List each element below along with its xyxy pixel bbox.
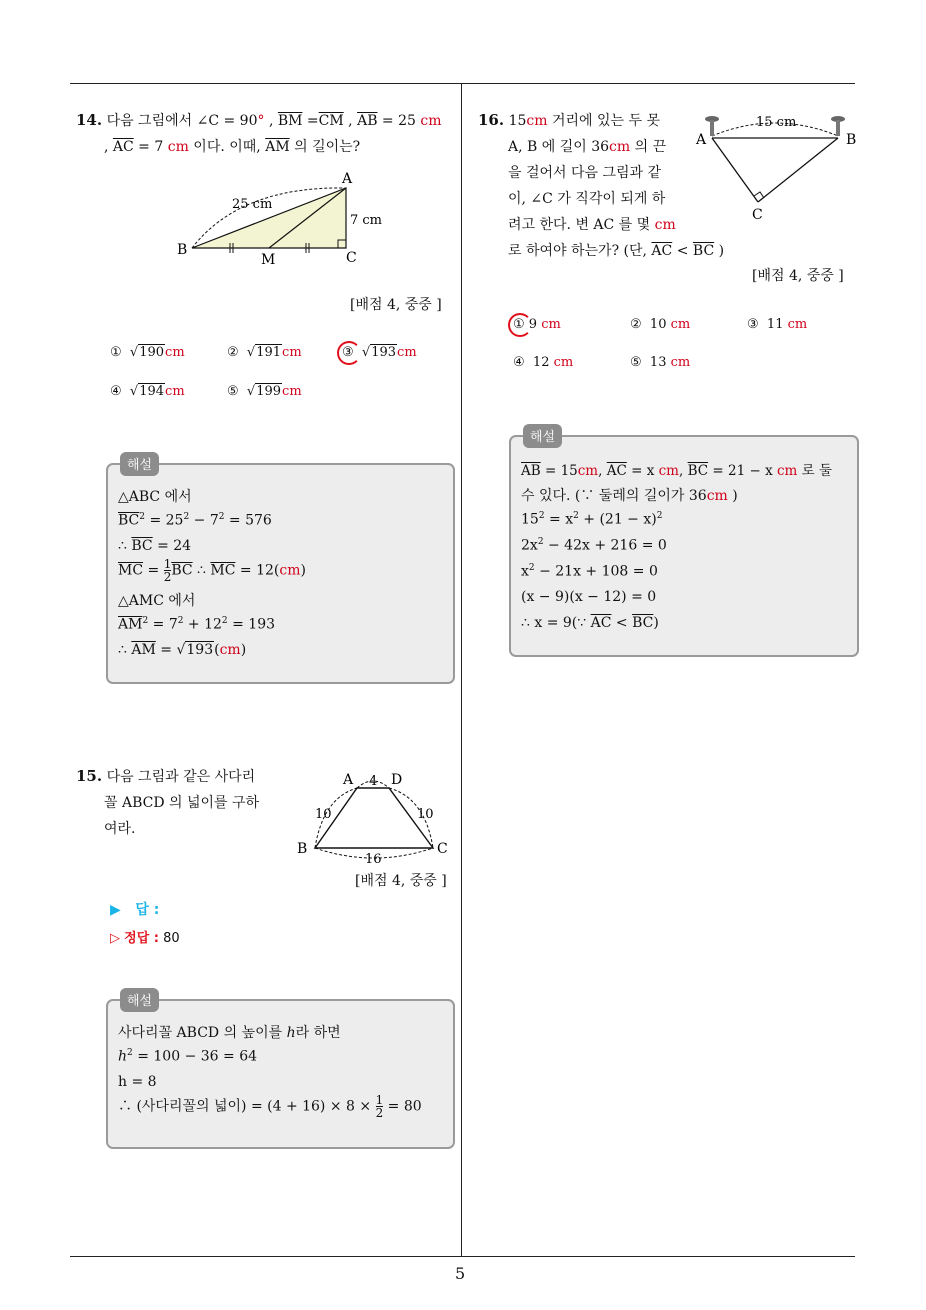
q15-sol-4: ∴ (사다리꼴의 넓이) = (4 + 16) × 8 × $\frac{1}{2}$ = 80 bbox=[118, 1093, 422, 1120]
q14-sol-5: △AMC 에서 bbox=[118, 593, 196, 609]
q14-sol-3: ∴ $\overline{BC} = 24$ bbox=[118, 538, 192, 554]
q14-choice-3[interactable]: ③ √193cm bbox=[342, 345, 417, 360]
q15-score: [배점 4, 중중 ] bbox=[355, 873, 447, 889]
q15-label-d: D bbox=[391, 772, 403, 788]
q16-label-a: A bbox=[696, 132, 707, 148]
q14-score: [배점 4, 중중 ] bbox=[350, 297, 442, 313]
q15-correct-row: ▷ 정답 : 80 bbox=[110, 931, 180, 946]
q14-correct-circle: ③ bbox=[342, 345, 354, 360]
q15-sol-1: 사다리꼴 ABCD 의 높이를 h라 하면 bbox=[118, 1025, 341, 1041]
nail-icon-a bbox=[705, 116, 719, 136]
q16-line5: 려고 한다. 변 AC 를 몇 cm bbox=[508, 217, 676, 233]
q14-triangle-figure bbox=[170, 168, 390, 268]
q15-answer-row[interactable]: ▶ 답 : bbox=[110, 902, 160, 918]
q16-sol-5: $x^2 - 21x + 108 = 0$ bbox=[521, 563, 658, 580]
q16-choice-1[interactable]: ① 9 cm bbox=[513, 317, 561, 332]
q16-line6: 로 하여야 하는가? (단, $\overline{AC} < \overline{BC}$ ) bbox=[508, 243, 725, 259]
q14-sol-4: $\overline{MC}$ = $\frac{1}{2}$ $\overline{BC}$ ∴ $\overline{MC} = 12(cm)$ bbox=[118, 557, 306, 584]
q16-line3: 을 걸어서 다음 그림과 같 bbox=[508, 165, 662, 181]
q15-label-a: A bbox=[343, 772, 354, 788]
q14-choice-4[interactable]: ④ √194cm bbox=[110, 384, 185, 399]
q16-choice-2[interactable]: ② 10 cm bbox=[630, 317, 691, 332]
q16-score: [배점 4, 중중 ] bbox=[752, 268, 844, 284]
q15-label-c: C bbox=[437, 841, 448, 857]
q16-choice-4[interactable]: ④ 12 cm bbox=[513, 355, 574, 370]
q16-label-b: B bbox=[846, 132, 857, 148]
q16-sol-7: ∴ x = 9(∵ $\overline{AC} < \overline{BC}$) bbox=[521, 615, 659, 631]
q14-sol-7: ∴ $\overline{AM} = √193(cm)$ bbox=[118, 642, 247, 658]
q15-line1: 15. 다음 그림과 같은 사다리 bbox=[76, 767, 256, 785]
q14-line2: , $\overline{AC} = 7$ cm 이다. 이때, $\overline{AM}$ 의 길이는? bbox=[104, 139, 361, 155]
q16-len-ab: 15 cm bbox=[756, 115, 797, 130]
q15-line2: 꼴 ABCD 의 넓이를 구하 bbox=[104, 795, 260, 811]
q16-sol-3: $15^2 = x^2 + (21 - x)^2$ bbox=[521, 511, 663, 528]
q16-correct-circle: ① bbox=[513, 317, 525, 332]
q16-line1: 16. 15cm 거리에 있는 두 못 bbox=[478, 111, 660, 129]
nail-icon-b bbox=[831, 116, 845, 136]
q15-sol-2: $h^2 = 100 - 36 = 64$ bbox=[118, 1048, 258, 1065]
q16-sol-4: $2x^2 - 42x + 216 = 0$ bbox=[521, 537, 667, 554]
bottom-rule bbox=[70, 1256, 855, 1257]
q16-nail-figure bbox=[690, 108, 865, 228]
q16-label-c: C bbox=[752, 207, 763, 223]
q14-sol-2: $\overline{BC}^2 = 25^2 - 7^2 = 576$ bbox=[118, 512, 272, 529]
q15-sol-3: h = 8 bbox=[118, 1074, 157, 1090]
top-rule bbox=[70, 83, 855, 84]
triangle-outline-icon: ▷ bbox=[110, 931, 120, 946]
q15-len-left: 10 bbox=[315, 807, 332, 822]
q14-label-a: A bbox=[342, 171, 353, 187]
q16-line4: 이, ∠C 가 직각이 되게 하 bbox=[508, 191, 666, 207]
q15-label-b: B bbox=[297, 841, 308, 857]
q16-choice-3[interactable]: ③ 11 cm bbox=[747, 317, 808, 332]
q14-len-ac: 7 cm bbox=[350, 213, 383, 228]
q14-line1: 14. 다음 그림에서 ∠C = 90° , $\overline{BM} =\overline{CM}$ , $\overline{AB} = 25$ cm bbox=[76, 111, 442, 129]
q14-label-c: C bbox=[346, 250, 357, 266]
q14-sol-6: $\overline{AM}^2 = 7^2 + 12^2 = 193$ bbox=[118, 616, 276, 633]
column-divider bbox=[461, 83, 462, 1256]
q15-len-top: 4 bbox=[369, 774, 378, 789]
q16-sol-1: $\overline{AB} = 15cm$, $\overline{AC} = x$ cm, $\overline{BC} = 21 - x$ cm 로 둘 bbox=[521, 463, 833, 479]
q16-solution-tag: 해설 bbox=[523, 424, 562, 448]
q15-trapezoid-figure bbox=[295, 768, 460, 863]
q16-sol-6: (x − 9)(x − 12) = 0 bbox=[521, 589, 657, 605]
q14-solution-tag: 해설 bbox=[120, 452, 159, 476]
q14-len-ab: 25 cm bbox=[232, 197, 273, 212]
q14-label-m: M bbox=[261, 252, 276, 268]
play-icon: ▶ bbox=[110, 902, 121, 918]
q14-label-b: B bbox=[177, 242, 188, 258]
q14-sol-1: △ABC 에서 bbox=[118, 489, 192, 505]
q14-choice-2[interactable]: ② √191cm bbox=[227, 345, 302, 360]
q16-sol-2: 수 있다. (∵ 둘레의 길이가 36cm ) bbox=[521, 488, 738, 504]
q15-line3: 여라. bbox=[104, 821, 136, 837]
q16-line2: A, B 에 길이 36cm 의 끈 bbox=[508, 139, 667, 155]
q14-choice-1[interactable]: ① √190cm bbox=[110, 345, 185, 360]
q15-len-right: 10 bbox=[417, 807, 434, 822]
page-number: 5 bbox=[455, 1264, 466, 1283]
q16-choice-5[interactable]: ⑤ 13 cm bbox=[630, 355, 691, 370]
q14-choice-5[interactable]: ⑤ √199cm bbox=[227, 384, 302, 399]
q15-solution-tag: 해설 bbox=[120, 988, 159, 1012]
q15-len-bottom: 16 bbox=[365, 852, 382, 863]
